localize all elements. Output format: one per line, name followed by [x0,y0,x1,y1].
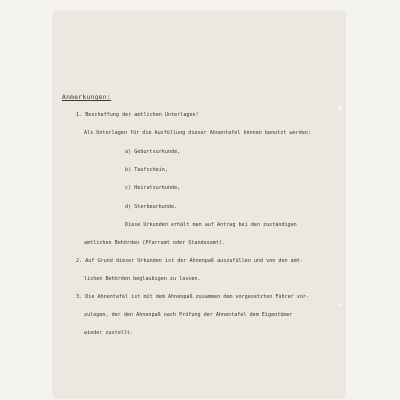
item-2-line-1: 2. Auf Grund dieser Urkunden ist der Ahnenpaß auszufüllen und von den amt- [76,258,303,264]
list-item-marriage-certificate: c) Heiratsurkunde, [125,185,181,191]
item-3-line-3: wieder zustellt. [84,330,134,336]
punch-hole-top [337,105,343,111]
item-1-intro: Als Unterlagen für die Ausfüllung dieser Ahnentafel können benutzt werden: [84,130,311,136]
notes-heading: Anmerkungen: [62,94,111,101]
item-1-title: 1. Beschaffung der amtlichen Unterlagen! [76,112,199,118]
list-item-baptism-certificate: b) Taufschein, [125,167,168,173]
list-item-death-certificate: d) Sterbeurkunde. [125,204,178,210]
item-1-note-line-1: Diese Urkunden erhält man auf Antrag bei den zuständigen [125,222,297,228]
document-page [54,12,344,397]
item-1-note-line-2: amtlichen Behörden (Pfarramt oder Standesamt). [84,240,226,246]
item-2-line-2: lichen Behörden beglaubigen zu lassen. [84,276,201,282]
item-3-line-2: zulegen, der den Ahnenpaß nach Prüfung der Ahnentafel dem Eigentümer [84,312,293,318]
list-item-birth-certificate: a) Geburtsurkunde, [125,149,181,155]
punch-hole-bottom [337,302,343,308]
item-3-line-1: 3. Die Ahnentafel ist mit dem Ahnenpaß zusammen dem vorgesetzten Führer vor- [76,294,310,300]
